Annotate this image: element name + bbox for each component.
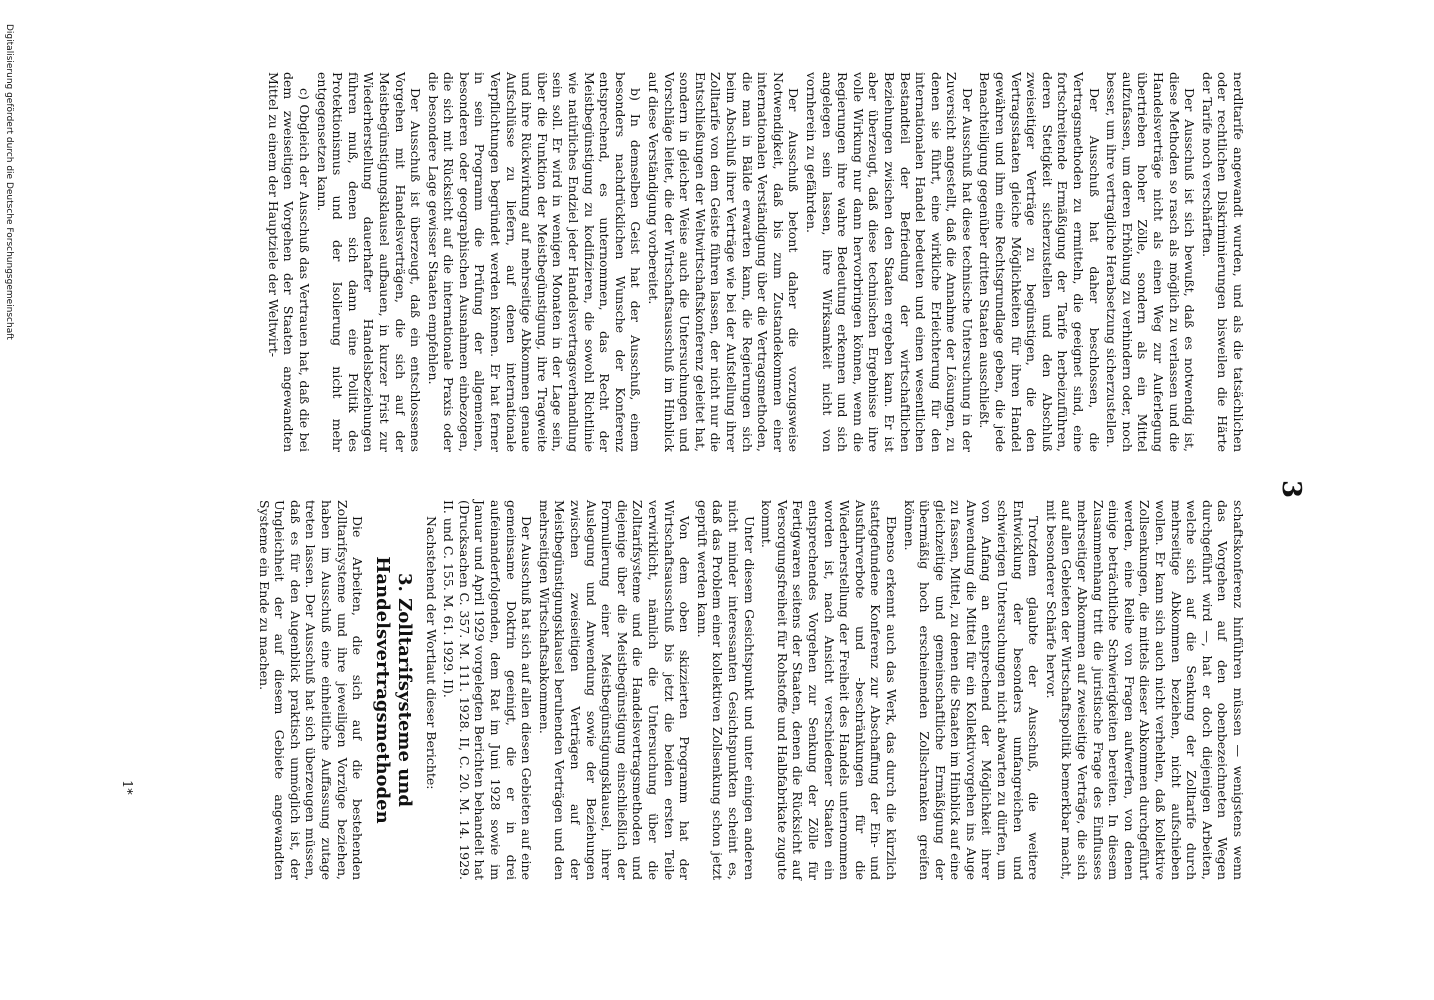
paragraph: Der Ausschuß ist sich bewußt, daß es notwendig ist, diese Methoden so rasch als möglich zu verlassen und die Handelsverträge nicht als einen Weg zur Auferlegung übertrieben hoher Zölle, sondern als ein Mittel aufzufassen, um deren Erhöhung zu verhindern oder, noch besser, um ihre vertragliche Herabsetzung sicherzustellen. — [1104, 72, 1198, 452]
paragraph: Der Ausschuß hat sich auf allen diesen Gebieten auf eine gemeinsame Doktrin geeinigt, die er in drei aufeinanderfolgenden, dem Rat im Juni 1928 sowie im Januar und April 1929 vorgelegten Berichten behandelt hat (Drucksachen C. 357. M. 111. 1928. II, C. 20. M. 14. 1929. II. und C. 155. M. 61. 1929. II). — [441, 500, 535, 880]
paragraph: c) Obgleich der Ausschuß das Vertrauen hat, daß die bei dem zweiseitigen Vorgehen der Staaten angewandten Mittel zu einem der Hauptziele der Weltwirt- — [265, 72, 312, 452]
paragraph: Der Ausschuß hat daher beschlossen, die Vertragsmethoden zu ermitteln, die geeignet sind, eine fortschreitende Ermäßigung der Tarife herbeizuführen, deren Stetigkeit sicherzustellen und den Abschluß zweiseitiger Verträge zu begünstigen, die den Vertragsstaaten gleiche Möglichkeiten für ihren Handel gewähren und ihm eine Rechtsgrundlage geben, die jede Benachteiligung gegenüber dritten Staaten ausschließt. — [977, 72, 1102, 452]
page-number: 3 — [1276, 480, 1306, 499]
paragraph: Ebenso erkennt auch das Werk, das durch die kürzlich stattgefundene Konferenz zur Abschaffung der Ein- und Ausfuhrverbote und -beschränkungen für die Wiederherstellung der Freiheit des Handels unternommen worden ist, nach Ansicht verschiedener Staaten ein entsprechendes Vorgehen zur Senkung der Zölle für Fertigwaren seitens der Staaten, denen die Rücksicht auf Versorgungsfreiheit für Rohstoffe und Halbfabrikate zugute kommt. — [759, 500, 899, 880]
left-column — [263, 72, 1246, 452]
paragraph: schaftskonferenz hinführen müssen — wenigstens wenn das Vorgehen auf den obenbezeichneten Wegen durchgeführt wird —, hat er doch diejenigen Arbeiten, welche sich auf die Senkung der Zolltarife durch mehrseitige Abkommen beziehen, nicht aufschieben wollen. Er kann sich auch nicht verhehlen, daß kollektive Zollsenkungen, die mittels dieser Abkommen durchgeführt werden, eine Reihe von Fragen aufwerfen, von denen einige beträchtliche Schwierigkeiten bereiten. In diesem Zusammenhang tritt die juristische Frage des Einflusses mehrseitiger Abkommen auf zweiseitige Verträge, die sich auf allen Gebieten der Wirtschaftspolitik bemerkbar macht, mit besonderer Schärfe hervor. — [1043, 500, 1246, 880]
paragraph: Der Ausschuß ist überzeugt, daß ein entschlossenes Vorgehen mit Handelsverträgen, die sich auf der Meistbegünstigungsklausel aufbauen, in kurzer Frist zur Wiederherstellung dauerhafter Handelsbeziehungen führen muß, denen sich dann eine Politik des Protektionismus und der Isolierung nicht mehr entgegensetzen kann. — [314, 72, 424, 452]
paragraph: Von dem oben skizzierten Programm hat der Wirtschaftsausschuß bis jetzt die beiden ersten Teile verwirklicht, nämlich die Untersuchung über die Zolltarifsysteme und die Handelsvertragsmethoden und diejenige über die Meistbegünstigung einschließlich der Formulierung einer Meistbegünstigungsklausel, ihrer Auslegung und Anwendung sowie der Beziehungen zwischen zweiseitigen Verträgen auf der Meistbegünstigungsklausel beruhenden Verträgen und den mehrseitigen Wirtschaftsabkommen. — [536, 500, 693, 880]
section-heading: 3. Zolltarifsysteme und Handelsvertragsmethoden — [372, 556, 416, 824]
paragraph: Der Ausschuß betont daher die vorzugsweise Notwendigkeit, daß bis zum Zustandekommen einer internationalen Verständigung über die Vertragsmethoden, die man in Bälde erwarten kann, die Regierungen sich beim Abschluß ihrer Verträge wie bei der Aufstellung ihrer Zolltarife von dem Geiste führen lassen, der nicht nur die Entschließungen der Weltwirtschaftskonferenz geleitet hat, sondern in gleicher Weise auch die Untersuchungen und Vorschläge leitet, die der Wirtschaftsausschuß im Hinblick auf diese Verständigung vorbereitet. — [646, 72, 802, 452]
paragraph: Nachstehend der Wortlaut dieser Berichte: — [423, 516, 439, 790]
signature-mark: 1* — [119, 780, 134, 795]
paragraph: Die Arbeiten, die sich auf die bestehenden Zolltarifsysteme und ihre jeweiligen Vorzüge beziehen, haben im Ausschuß eine einheitliche Auffassung zutage treten lassen. Der Ausschuß hat sich überzeugen müssen, daß es für den Augenblick praktisch unmöglich ist, der Ungleichheit der auf diesem Gebiete angewandten Systeme ein Ende zu machen. — [256, 500, 366, 880]
paragraph: Unter diesem Gesichtspunkt und unter einigen anderen nicht minder interessanten Gesichtspunkten scheint es, daß das Problem einer kollektiven Zollsenkung schon jetzt geprüft werden kann. — [694, 500, 757, 880]
right-column — [254, 500, 1246, 880]
paragraph: Der Ausschuß hat diese technische Untersuchung in der Zuversicht angestellt, daß die Annahme der Lösungen, zu denen sie führt, eine wirkliche Erleichterung für den internationalen Handel bedeuten und einen wesentlichen Bestandteil der Befriedung der wirtschaftlichen Beziehungen zwischen den Staaten ergeben kann. Er ist aber überzeugt, daß diese technischen Ergebnisse ihre volle Wirkung nur dann hervorbringen können, wenn die Regierungen ihre wahre Bedeutung erkennen und sich angelegen sein lassen, ihre Wirksamkeit nicht von vornherein zu gefährden. — [803, 72, 975, 452]
paragraph: b) In demselben Geist hat der Ausschuß, einem besonders nachdrücklichen Wunsche der Konferenz entsprechend, es unternommen, das Recht der Meistbegünstigung zu kodifizieren, die sowohl Richtlinie wie natürliches Endziel jeder Handelsvertragsverhandlung sein soll. Er wird in wenigen Monaten in der Lage sein, über die Funktion der Meistbegünstigung, ihre Tragweite und ihre Rückwirkung auf mehrseitige Abkommen genaue Aufschlüsse zu liefern, auf denen internationale Verpflichtungen begründet werden können. Er hat ferner in sein Programm die Prüfung der allgemeinen, besonderen oder geographischen Ausnahmen einbezogen, die sich mit Rücksicht auf die internationale Praxis oder die besondere Lage gewisser Staaten empfehlen. — [425, 72, 644, 452]
footer-credit: Digitalisierung gefördert durch die Deutsche Forschungsgemeinschaft — [4, 24, 14, 340]
right-column-text-after — [256, 500, 365, 880]
right-column-text-before — [423, 500, 1246, 880]
paragraph: Trotzdem glaubte der Ausschuß, die weitere Entwicklung der besonders umfangreichen und schwierigen Untersuchungen nicht abwarten zu dürfen, um von Anfang an entsprechend der Möglichkeit ihrer Anwendung die Mittel für ein Kollektivvorgehen ins Auge zu fassen, Mittel, zu denen die Staaten im Hinblick auf eine gleichzeitige und gemeinschaftliche Ermäßigung der übermäßig hoch erscheinenden Zollschranken greifen können. — [901, 500, 1042, 880]
paragraph: nerdltarife angewandt wurden, und als die tatsächlichen oder rechtlichen Diskriminierungen bisweilen die Härte der Tarife noch verschärften. — [1199, 72, 1246, 452]
